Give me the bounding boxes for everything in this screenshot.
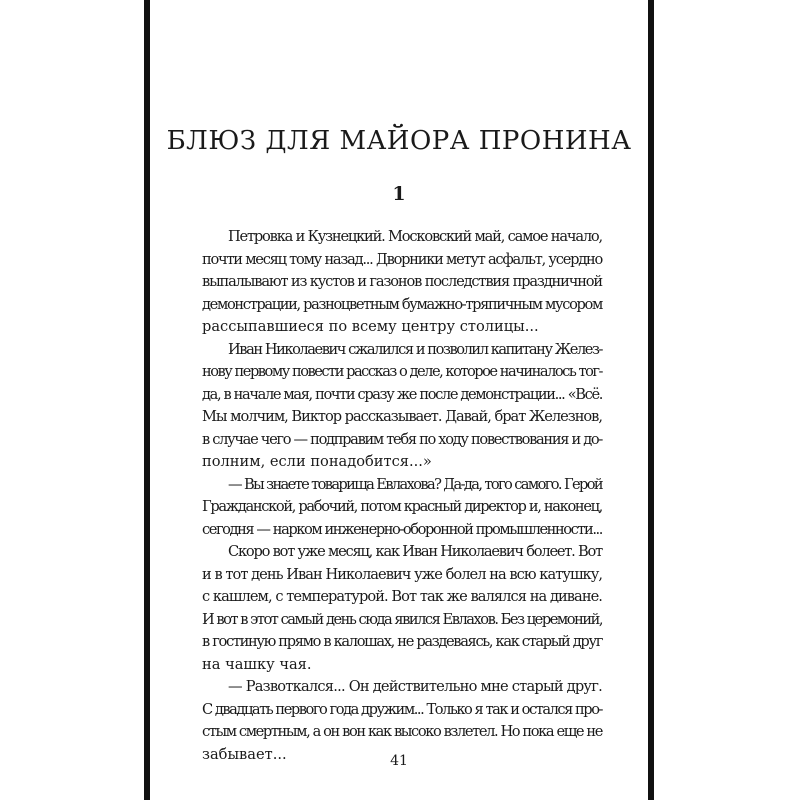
text-line: забывает... [202,745,287,763]
text-line: — Развоткался... Он действительно мне старый друг. [228,678,602,695]
text-line: и в тот день Иван Николаевич уже болел на всю катушку, [202,565,603,583]
text-line: полним, если понадобится...» [202,453,432,470]
body-text [202,226,602,766]
text-line: нову первому повести рассказ о деле, которое начиналось тог- [202,363,602,380]
book-page [144,0,654,800]
text-line: Петровка и Кузнецкий. Московский май, самое начало, [228,228,602,245]
text-line: почти месяц тому назад... Дворники метут асфальт, усердно [202,250,602,268]
text-line: на чашку чая. [202,655,312,673]
text-line: сегодня — нарком инженерно-оборонной промышленности... [202,520,602,538]
text-line: С двадцать первого года дружим... Только я так и остался про- [202,700,602,718]
page-number: 41 [390,753,408,769]
text-line: в случае чего — подправим тебя по ходу повествования и до- [202,430,603,448]
text-line: рассыпавшиеся по всему центру столицы... [202,318,539,335]
text-line: с кашлем, с температурой. Вот так же валялся на диване. [202,588,603,605]
text-line: Иван Николаевич сжалился и позволил капитану Желез- [228,340,602,358]
text-line: в гостиную прямо в калошах, не раздеваясь, как старый друг [202,633,603,650]
text-line: И вот в этот самый день сюда явился Евлахов. Без церемоний, [202,610,603,628]
text-line: Скоро вот уже месяц, как Иван Николаевич болеет. Вот [228,543,603,560]
text-line: да, в начале мая, почти сразу же после демонстрации... «Всё. [202,385,602,403]
chapter-number: 1 [392,183,406,205]
text-line: — Вы знаете товарища Евлахова? Да-да, того самого. Герой [228,475,603,493]
text-line: Гражданской, рабочий, потом красный директор и, наконец, [202,498,602,515]
text-line: Мы молчим, Виктор рассказывает. Давай, брат Железнов, [202,408,603,425]
text-line: демонстрации, разноцветным бумажно-тряпичным мусором [202,295,602,313]
text-line: выпалывают из кустов и газонов последствия праздничной [202,273,603,290]
book-title: БЛЮЗ ДЛЯ МАЙОРА ПРОНИНА [166,126,632,156]
text-line: стым смертным, а он вон как высоко взлетел. Но пока еще не [202,723,602,740]
